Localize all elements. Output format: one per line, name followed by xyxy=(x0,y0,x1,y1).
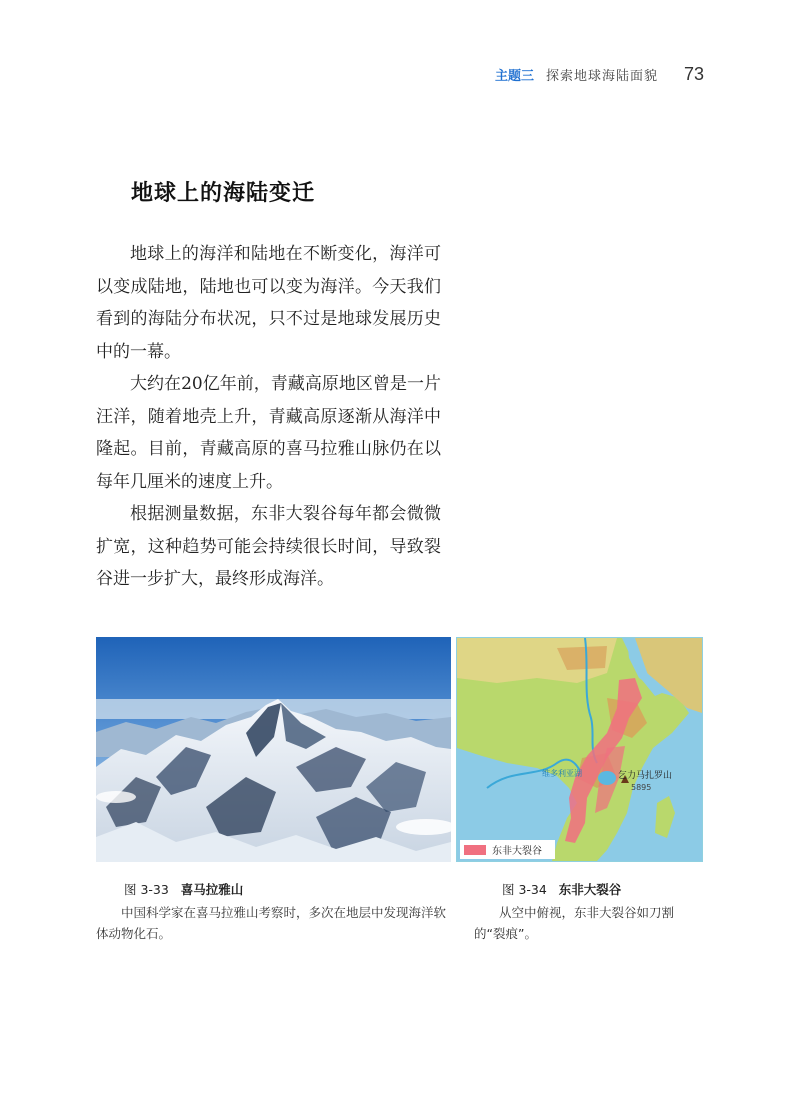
paragraph: 地球上的海洋和陆地在不断变化，海洋可以变成陆地，陆地也可以变为海洋。今天我们看到的海陆分布状况，只不过是地球发展历史中的一幕。 xyxy=(96,244,441,362)
legend-swatch xyxy=(464,845,486,855)
figure2-caption-title xyxy=(502,880,621,898)
rift-valley-map xyxy=(456,637,703,862)
himalaya-photo xyxy=(96,637,451,862)
map-label-elevation: 5895 xyxy=(631,783,652,792)
page-number: 73 xyxy=(683,64,704,84)
figure2-number: 图 3-34 xyxy=(502,882,547,897)
body-text xyxy=(96,238,441,596)
himalaya-photo-svg xyxy=(96,637,451,862)
rift-valley-map-svg xyxy=(457,638,702,861)
paragraph: 大约在20亿年前，青藏高原地区曾是一片汪洋，随着地壳上升，青藏高原逐渐从海洋中隆起。目前，青藏高原的喜马拉雅山脉仍在以每年几厘米的速度上升。 xyxy=(96,374,441,492)
page-header xyxy=(495,64,704,85)
map-label-mountain: 乞力马扎罗山 xyxy=(618,771,673,781)
section-title: 地球上的海陆变迁 xyxy=(131,181,316,206)
header-title: 探索地球海陆面貌 xyxy=(545,69,658,84)
figure1-caption-title xyxy=(124,880,243,898)
legend-label: 东非大裂谷 xyxy=(492,846,542,857)
paragraph: 根据测量数据，东非大裂谷每年都会微微扩宽，这种趋势可能会持续很长时间，导致裂谷进一步扩大，最终形成海洋。 xyxy=(96,504,441,589)
figure1-title: 喜马拉雅山 xyxy=(180,882,244,897)
map-label-lake: 维多利亚湖 xyxy=(542,769,582,778)
figure2-caption: 从空中俯视，东非大裂谷如刀割的“裂痕”。 xyxy=(474,905,675,941)
figure1-number: 图 3-33 xyxy=(124,882,169,897)
header-topic: 主题三 xyxy=(494,69,534,84)
figure2-title: 东非大裂谷 xyxy=(558,882,622,897)
figure1-caption: 中国科学家在喜马拉雅山考察时，多次在地层中发现海洋软体动物化石。 xyxy=(96,905,447,941)
